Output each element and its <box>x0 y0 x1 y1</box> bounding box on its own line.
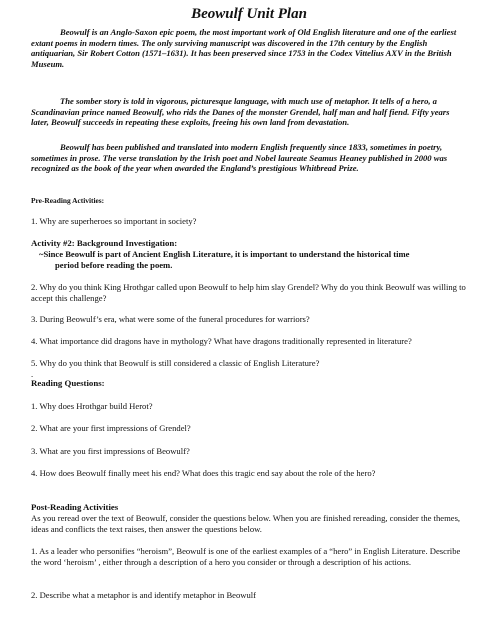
document-title: Beowulf Unit Plan <box>191 6 307 22</box>
intro-paragraph-1: Beowulf is an Anglo-Saxon epic poem, the most important work of Old English literature and one of the earliest extant poems in modern times. The only surviving manuscript was discovered in the 17th century by the English antiquarian, Sir Robert Cotton (1571–1631). It has been preserved since 1753 in the Codex Vittelius AXV in the British Museum. <box>31 27 457 69</box>
stray-mark: . <box>31 369 34 379</box>
reading-question-4: 4. How does Beowulf finally meet his end? What does this tragic end say about the role of the hero? <box>31 468 376 478</box>
intro-paragraph-2: The somber story is told in vigorous, picturesque language, with much use of metaphor. It tells of a hero, a Scandinavian prince named Beowulf, who rids the Danes of the monster Grendel, half man and half fiend. Fifty years later, Beowulf succeeds in repeating these exploits, freeing his own land from devastation. <box>31 96 450 128</box>
post-reading-question-1: 1. As a leader who personifies “heroism”, Beowulf is one of the earliest examples of a “hero” in English Literature. Describe the word ‘heroism’ , either through a description of a hero you consider or through a description of his actions. <box>31 546 461 567</box>
activity-2-line-1: ~Since Beowulf is part of Ancient English Literature, it is important to understand the historical time <box>39 249 410 259</box>
reading-question-3: 3. What are you first impressions of Beowulf? <box>31 446 190 456</box>
activity-2-instruction <box>31 249 475 270</box>
activity-2-heading: Activity #2: Background Investigation: <box>31 238 178 248</box>
pre-reading-question-1: 1. Why are superheroes so important in society? <box>31 216 197 226</box>
pre-reading-question-2: 2. Why do you think King Hrothgar called upon Beowulf to help him slay Grendel? Why do you think Beowulf was willing to accept this challenge? <box>31 282 466 303</box>
post-reading-heading: Post-Reading Activities <box>31 502 119 512</box>
post-reading-intro: As you reread over the text of Beowulf, consider the questions below. When you are finished rereading, consider the themes, ideas and conflicts the text raises, then answer the questions below. <box>31 513 461 534</box>
reading-question-2: 2. What are your first impressions of Grendel? <box>31 423 191 433</box>
reading-question-1: 1. Why does Hrothgar build Herot? <box>31 401 153 411</box>
reading-questions-heading: Reading Questions: <box>31 378 105 388</box>
intro-paragraph-3: Beowulf has been published and translated into modern English frequently since 1833, sometimes in poetry, sometimes in prose. The verse translation by the Irish poet and Nobel laureate Seamus Heaney published in 2000 was recognized as the book of the year when awarded the England’s prestigious Whitbread Prize. <box>31 142 448 174</box>
activity-2-line-2: period before reading the poem. <box>55 259 173 270</box>
post-reading-question-2: 2. Describe what a metaphor is and identify metaphor in Beowulf <box>31 590 257 600</box>
pre-reading-question-3: 3. During Beowulf’s era, what were some of the funeral procedures for warriors? <box>31 314 310 324</box>
pre-reading-question-5: 5. Why do you think that Beowulf is still considered a classic of English Literature? <box>31 358 320 368</box>
pre-reading-label: Pre-Reading Activities: <box>31 196 105 205</box>
pre-reading-question-4: 4. What importance did dragons have in mythology? What have dragons traditionally represented in literature? <box>31 336 412 346</box>
